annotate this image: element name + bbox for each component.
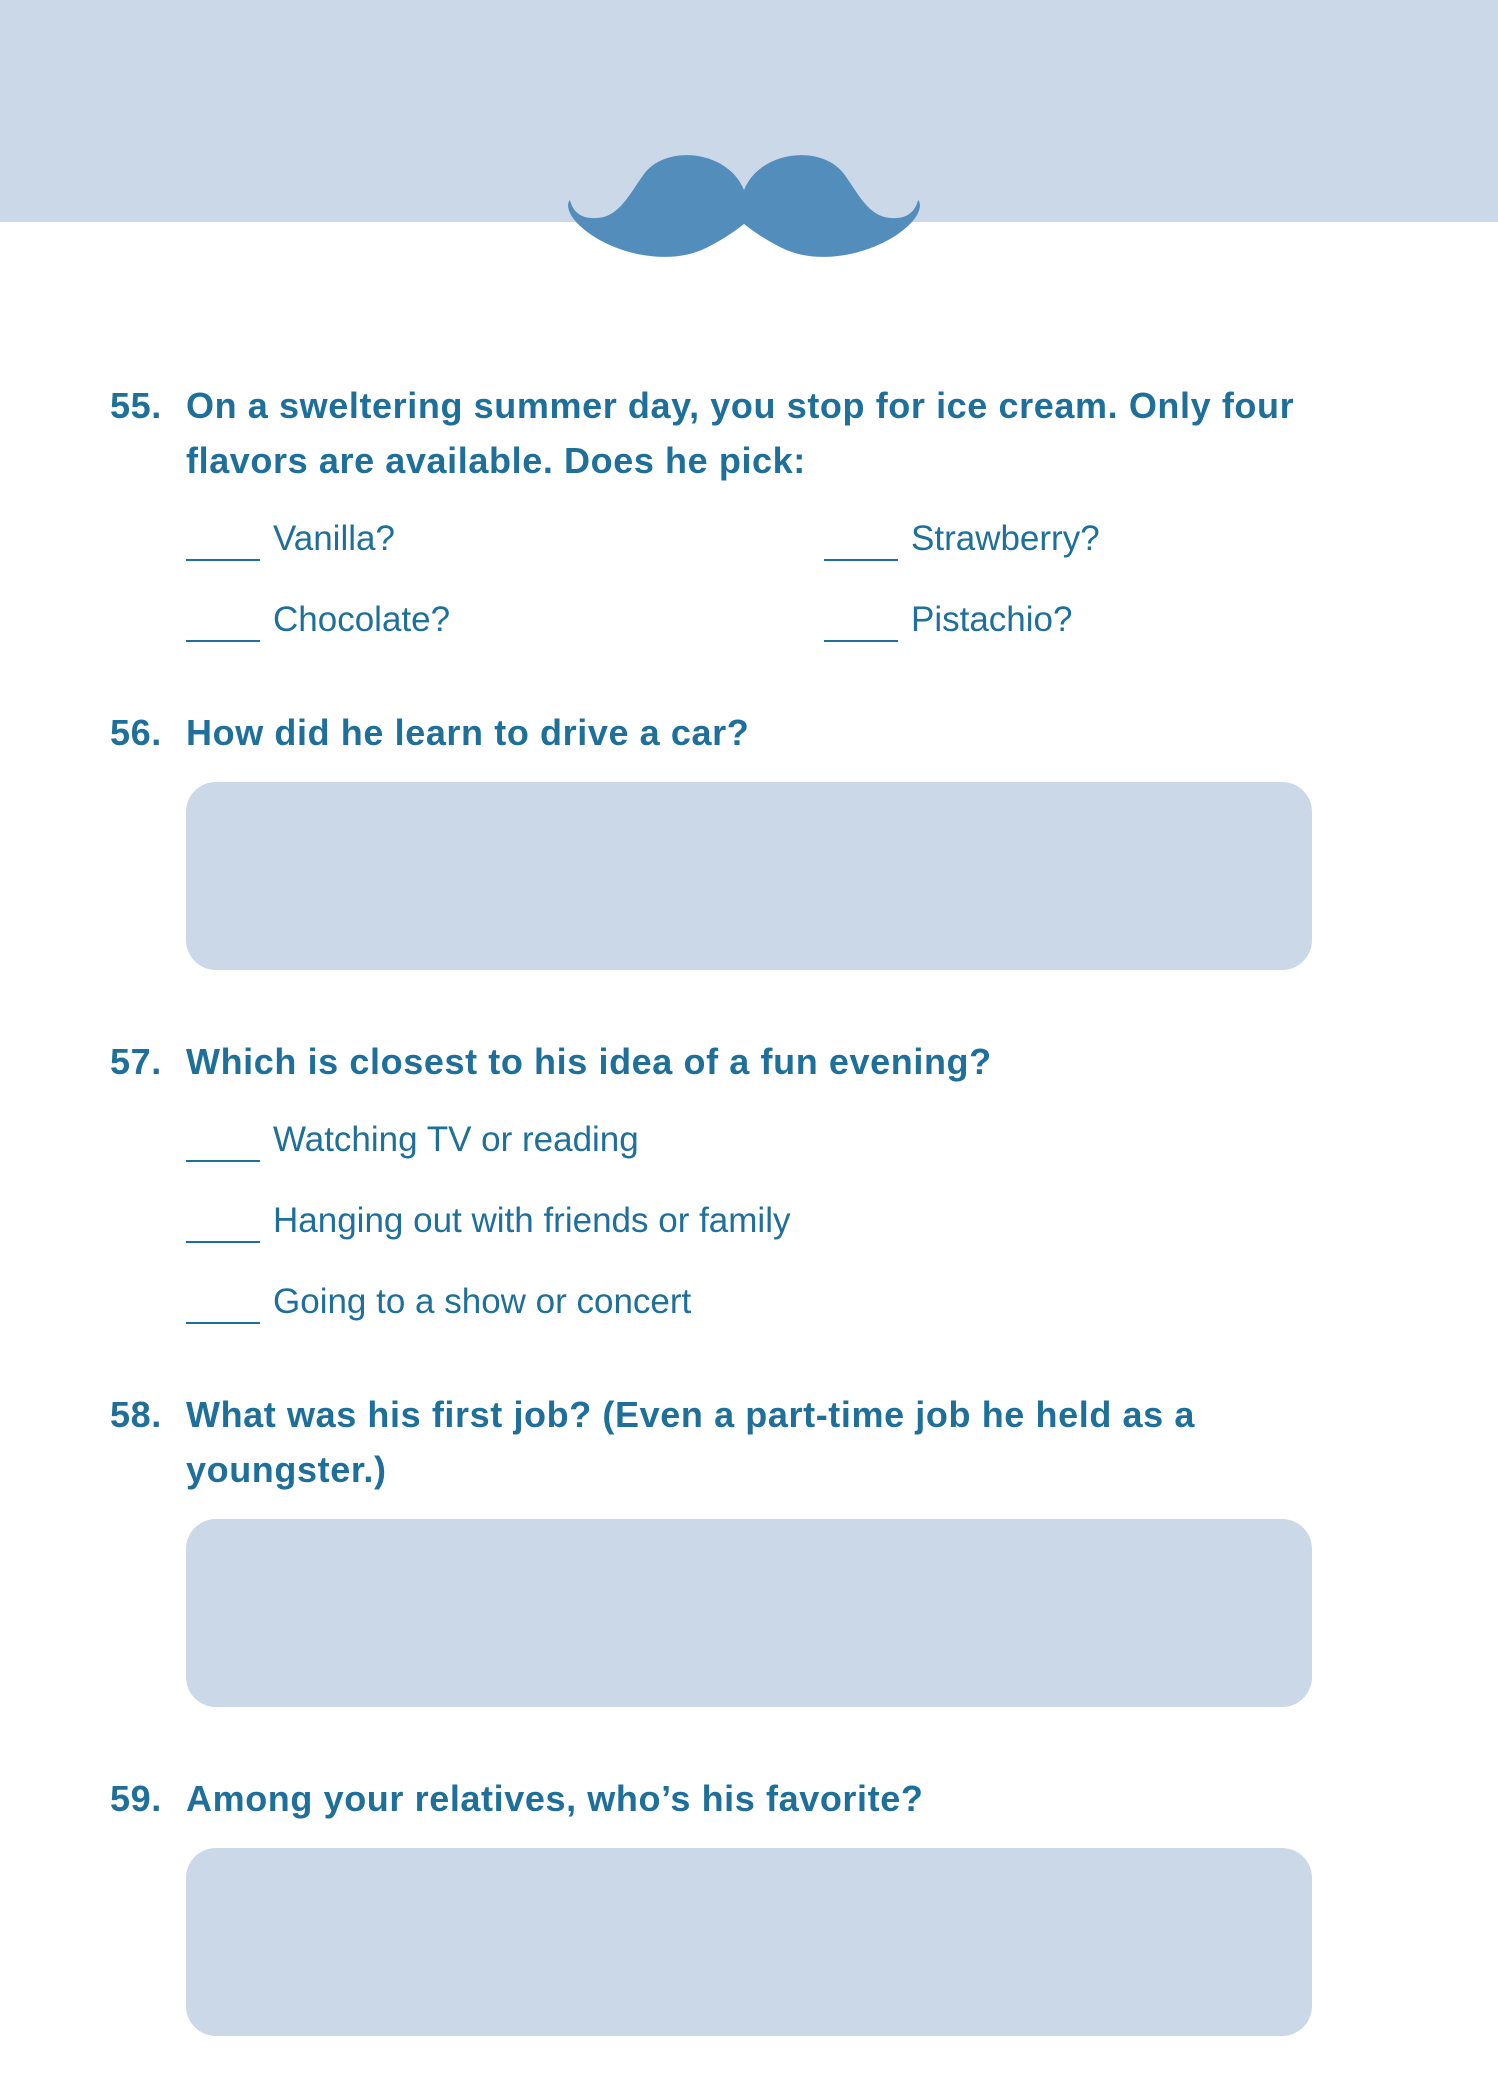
option-label: Chocolate?: [273, 600, 451, 639]
question-56: [110, 705, 1400, 760]
question-number: 58.: [110, 1394, 162, 1435]
option-label: Going to a show or concert: [273, 1282, 692, 1321]
answer-blank[interactable]: [186, 1292, 260, 1324]
question-text: What was his first job? (Even a part-time job he held as a youngster.): [186, 1394, 1195, 1490]
answer-blank[interactable]: [186, 610, 260, 642]
option-label: Pistachio?: [911, 600, 1073, 639]
option-label: Vanilla?: [273, 519, 395, 558]
question-57-options: [186, 1113, 1400, 1329]
answer-blank[interactable]: [186, 1211, 260, 1243]
option-pistachio: [824, 593, 1324, 647]
question-55: [110, 378, 1400, 488]
question-text: Which is closest to his idea of a fun evening?: [186, 1041, 992, 1082]
question-number: 57.: [110, 1041, 162, 1082]
question-text: Among your relatives, who’s his favorite?: [186, 1778, 924, 1819]
answer-box-56[interactable]: [186, 782, 1312, 970]
option-strawberry: [824, 512, 1324, 566]
answer-blank[interactable]: [186, 529, 260, 561]
option-chocolate: [186, 593, 824, 647]
option-tv-reading: [186, 1113, 1400, 1167]
question-55-options: [186, 512, 1400, 647]
option-vanilla: [186, 512, 824, 566]
answer-blank[interactable]: [824, 610, 898, 642]
option-label: Watching TV or reading: [273, 1120, 639, 1159]
option-label: Strawberry?: [911, 519, 1100, 558]
answer-blank[interactable]: [824, 529, 898, 561]
question-text: On a sweltering summer day, you stop for ice cream. Only four flavors are available. Does he pick:: [186, 385, 1295, 481]
option-label: Hanging out with friends or family: [273, 1201, 791, 1240]
question-57: [110, 1034, 1400, 1089]
answer-box-58[interactable]: [186, 1519, 1312, 1707]
question-number: 56.: [110, 712, 162, 753]
question-number: 59.: [110, 1778, 162, 1819]
questionnaire: [110, 378, 1400, 2100]
question-58: [110, 1387, 1400, 1497]
question-text: How did he learn to drive a car?: [186, 712, 750, 753]
question-59: [110, 1771, 1400, 1826]
answer-blank[interactable]: [186, 1130, 260, 1162]
mustache-icon: [566, 148, 922, 260]
option-show-concert: [186, 1275, 1400, 1329]
answer-box-59[interactable]: [186, 1848, 1312, 2036]
option-friends-family: [186, 1194, 1400, 1248]
question-number: 55.: [110, 385, 162, 426]
